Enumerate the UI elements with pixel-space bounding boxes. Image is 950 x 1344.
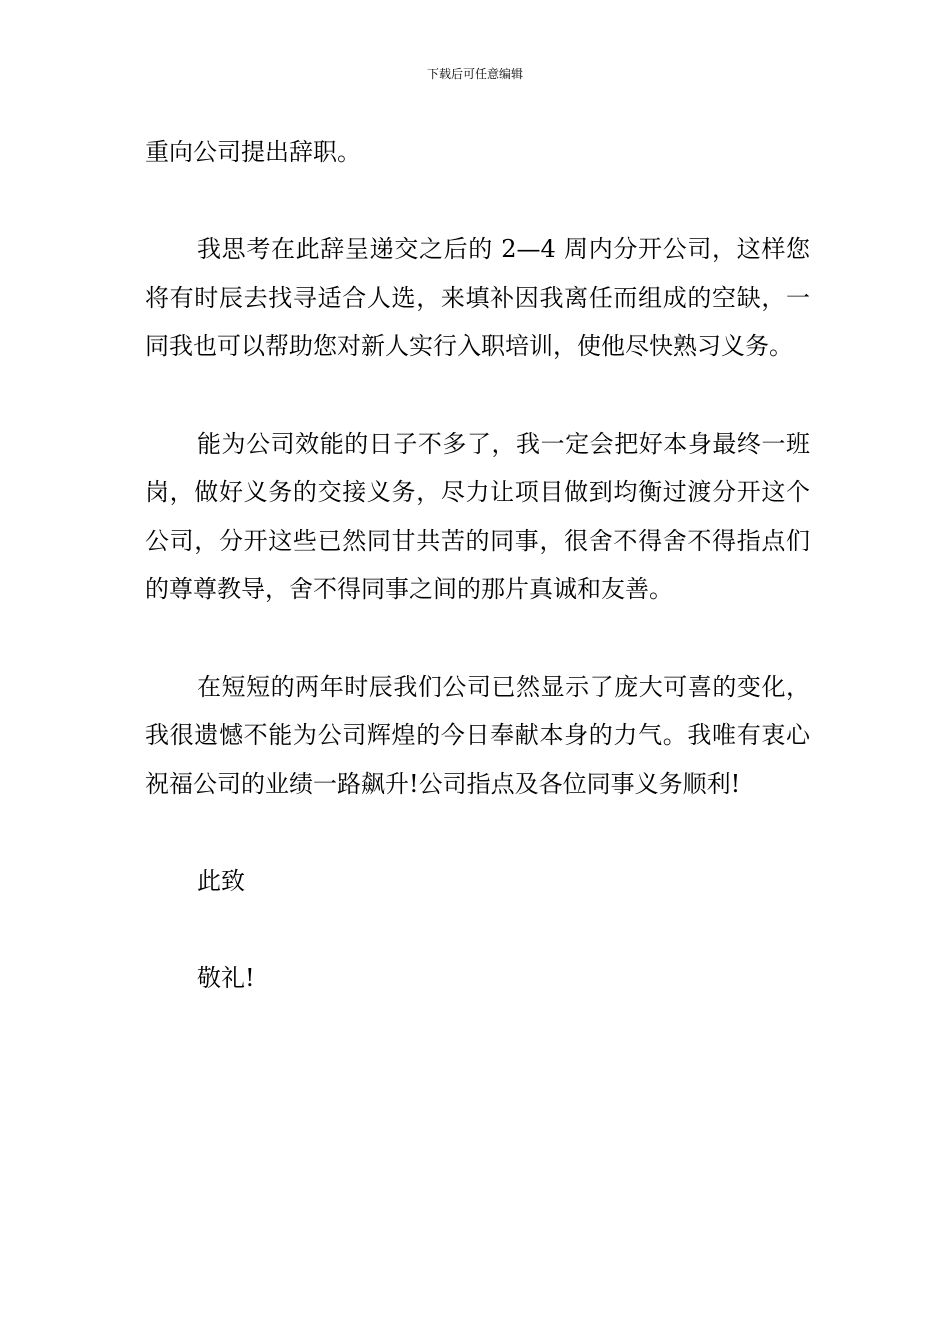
letter-body <box>145 128 810 1003</box>
paragraph-notice-period: 我思考在此辞呈递交之后的 2—4 周内分开公司，这样您将有时辰去找寻适合人选，来填补因我离任而组成的空缺，一同我也可以帮助您对新人实行入职培训，使他尽快熟习义务。 <box>145 235 810 361</box>
closing-salutation: 此致 <box>197 866 245 895</box>
page-header: 下载后可任意编辑 <box>426 67 523 81</box>
paragraph-wishes: 在短短的两年时辰我们公司已然显示了庞大可喜的变化，我很遗憾不能为公司辉煌的今日奉献本身的力气。我唯有衷心祝福公司的业绩一路飙升!公司指点及各位同事义务顺利! <box>145 672 810 798</box>
closing-regards: 敬礼! <box>197 964 255 993</box>
paragraph-continuation: 重向公司提出辞职。 <box>145 138 361 166</box>
paragraph-handover: 能为公司效能的日子不多了，我一定会把好本身最终一班岗，做好义务的交接义务，尽力让项目做到均衡过渡分开这个公司，分开这些已然同甘共苦的同事，很舍不得舍不得指点们的尊尊教导，舍不得同事之间的那片真诚和友善。 <box>145 429 810 604</box>
